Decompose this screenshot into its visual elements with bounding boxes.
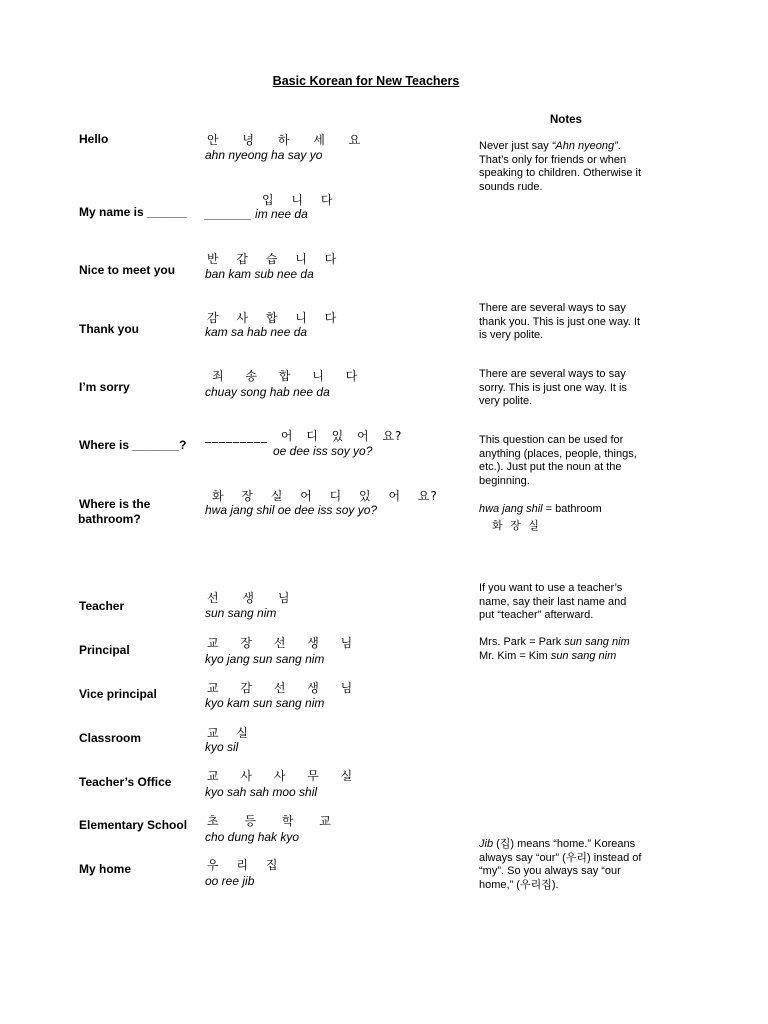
note-bathroom-korean: 화 장 실 xyxy=(492,519,539,532)
row-label-thank-you: Thank you xyxy=(79,322,140,336)
page-title: Basic Korean for New Teachers xyxy=(272,74,460,88)
row-label-elementary-school: Elementary School xyxy=(79,818,188,832)
romanization-principal: kyo jang sun sang nim xyxy=(205,652,325,666)
romanization-teacher: sun sang nim xyxy=(205,606,277,620)
note-bathroom: hwa jang shil = bathroom xyxy=(479,503,602,515)
romanization-elementary-school: cho dung hak kyo xyxy=(205,830,300,844)
note-hello: Never just say “Ahn nyeong”. That’s only for friends or when speaking to children. Otherwise it sounds rude. xyxy=(479,140,642,193)
row-label-nice-to-meet-you: Nice to meet you xyxy=(79,263,176,277)
row-label-my-name: My name is ______ xyxy=(79,205,188,219)
row-label-principal: Principal xyxy=(79,643,130,657)
note-home: Jib (집) means “home.” Koreans always say “our” (우리) instead of “my”. So you always say “our home,” (우리집). xyxy=(479,838,642,891)
korean-nice-to-meet-you: 반 갑 습 니 다 xyxy=(207,252,338,266)
row-label-where-is: Where is _______? xyxy=(79,438,187,452)
romanization-classroom: kyo sil xyxy=(205,740,239,754)
korean-my-name: 입 니 다 xyxy=(262,193,334,207)
note-where-is: This question can be used for anything (places, people, things, etc.). Just put the noun at the beginning. xyxy=(479,434,637,487)
row-label-classroom: Classroom xyxy=(79,731,142,745)
row-label-sorry: I’m sorry xyxy=(79,380,130,394)
korean-thank-you: 감 사 합 니 다 xyxy=(207,311,338,325)
romanization-hello: ahn nyeong ha say yo xyxy=(205,148,323,162)
note-mr-kim: Mr. Kim = Kim sun sang nim xyxy=(479,650,617,662)
row-label-teachers-office: Teacher’s Office xyxy=(79,775,172,789)
korean-teachers-office: 교 사 사 무 실 xyxy=(207,769,354,783)
romanization-where-is-bathroom: hwa jang shil oe dee iss soy yo? xyxy=(205,503,378,517)
row-label-teacher: Teacher xyxy=(79,599,125,613)
note-teacher: If you want to use a teacher’s name, say their last name and put “teacher” afterward. xyxy=(479,582,627,621)
row-label-where-is-bathroom-line-2: bathroom? xyxy=(78,512,141,526)
romanization-sorry: chuay song hab nee da xyxy=(205,385,330,399)
note-sorry: There are several ways to say sorry. This is just one way. It is very polite. xyxy=(479,368,627,407)
row-label-my-home: My home xyxy=(79,862,132,876)
row-label-hello: Hello xyxy=(79,132,109,146)
korean-principal: 교 장 선 생 님 xyxy=(207,636,354,650)
korean-hello: 안 녕 하 세 요 xyxy=(207,133,362,147)
romanization-where-is: oe dee iss soy yo? xyxy=(273,444,373,458)
note-thank-you: There are several ways to say thank you. This is just one way. It is very polite. xyxy=(479,302,641,341)
korean-sorry: 죄 송 합 니 다 xyxy=(212,369,359,383)
romanization-my-home: oo ree jib xyxy=(205,874,255,888)
korean-my-home: 우 리 집 xyxy=(207,858,279,872)
romanization-thank-you: kam sa hab nee da xyxy=(205,325,308,339)
romanization-teachers-office: kyo sah sah moo shil xyxy=(205,785,318,799)
notes-header: Notes xyxy=(550,114,582,126)
korean-classroom: 교 실 xyxy=(207,726,249,740)
romanization-nice-to-meet-you: ban kam sub nee da xyxy=(205,267,314,281)
note-mrs-park: Mrs. Park = Park sun sang nim xyxy=(479,636,630,648)
korean-vice-principal: 교 감 선 생 님 xyxy=(207,681,354,695)
korean-teacher: 선 생 님 xyxy=(207,591,291,605)
korean-where-is: _________ 어 디 있 어 요? xyxy=(205,429,403,443)
romanization-my-name: _______ im nee da xyxy=(205,207,308,221)
row-label-where-is-bathroom-line-1: Where is the xyxy=(79,497,151,511)
romanization-vice-principal: kyo kam sun sang nim xyxy=(205,696,325,710)
korean-where-is-bathroom: 화 장 실 어 디 있 어 요? xyxy=(212,489,438,503)
row-label-vice-principal: Vice principal xyxy=(79,687,157,701)
korean-elementary-school: 초 등 학 교 xyxy=(207,814,332,828)
